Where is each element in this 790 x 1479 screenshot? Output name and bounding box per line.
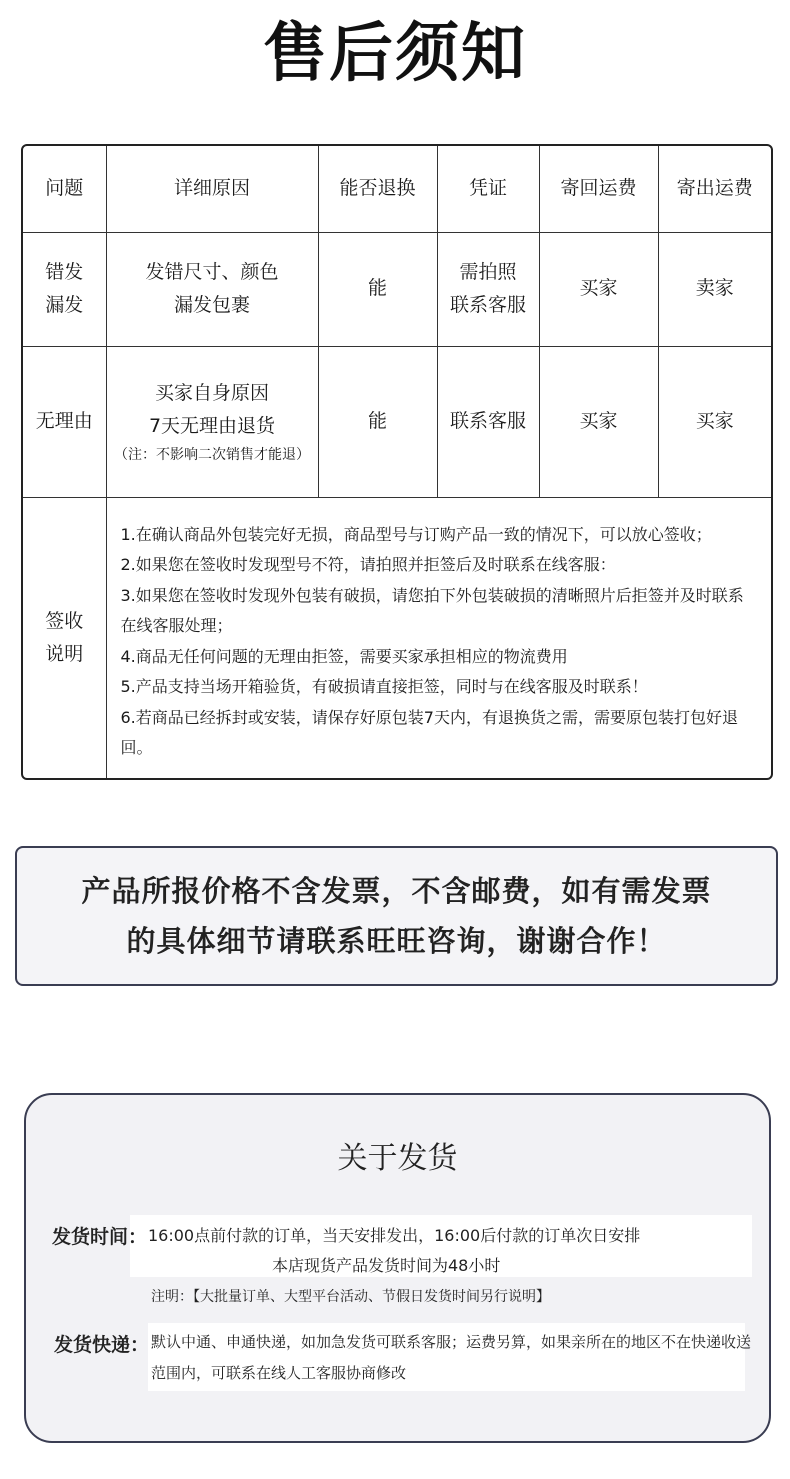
cell-reason	[106, 346, 318, 497]
cell-return-fee: 买家	[539, 346, 658, 497]
notes-content	[106, 497, 771, 778]
reason-line: 漏发包裹	[173, 294, 250, 316]
proof-line: 联系客服	[449, 294, 526, 316]
reason-note: （注：不影响二次销售才能退）	[114, 446, 310, 463]
notes-label-line: 说明	[45, 642, 84, 665]
after-sales-table	[21, 144, 773, 780]
issue-line: 漏发	[45, 294, 84, 316]
price-notice-line: 的具体细节请联系旺旺咨询，谢谢合作！	[126, 924, 667, 958]
cell-returnable: 能	[318, 232, 437, 346]
table-row	[23, 232, 771, 346]
note-item: 4.商品无任何问题的无理由拒签，需要买家承担相应的物流费用	[120, 646, 568, 666]
cell-proof: 联系客服	[437, 346, 539, 497]
header-send-fee: 寄出运费	[658, 146, 771, 232]
shipping-info-box	[24, 1093, 771, 1443]
shipping-time-line: 16:00点前付款的订单，当天安排发出，16:00后付款的订单次日安排	[148, 1226, 641, 1245]
price-notice-line: 产品所报价格不含发票，不含邮费，如有需发票	[81, 874, 712, 908]
table-header-row	[23, 146, 771, 232]
shipping-time-note: 注明：【大批量订单、大型平台活动、节假日发货时间另行说明】	[151, 1289, 550, 1305]
shipping-time-line: 本店现货产品发货时间为48小时	[272, 1256, 501, 1275]
header-proof: 凭证	[437, 146, 539, 232]
header-returnable: 能否退换	[318, 146, 437, 232]
reason-line: 发错尺寸、颜色	[145, 260, 279, 283]
header-reason: 详细原因	[106, 146, 318, 232]
note-item: 6.若商品已经拆封或安装，请保存好原包装7天内，有退换货之需，需要原包装打包好退回。	[120, 707, 738, 758]
cell-returnable: 能	[318, 346, 437, 497]
notes-label-line: 签收	[45, 609, 84, 632]
shipping-express-line: 范围内，可联系在线人工客服协商修改	[151, 1364, 407, 1382]
cell-reason	[106, 232, 318, 346]
shipping-express-line: 默认中通、申通快递，如加急发货可联系客服；运费另算，如果亲所在的地区不在快递收送	[151, 1333, 752, 1351]
note-item: 3.如果您在签收时发现外包装有破损，请您拍下外包装破损的清晰照片后拒签并及时联系在线客服处理；	[120, 585, 744, 636]
proof-line: 需拍照	[459, 260, 517, 283]
reason-line: 买家自身原因	[154, 382, 269, 405]
cell-issue: 无理由	[23, 346, 106, 497]
shipping-time-label: 发货时间：	[52, 1226, 148, 1248]
header-issue: 问题	[23, 146, 106, 232]
note-item: 5.产品支持当场开箱验货，有破损请直接拒签，同时与在线客服及时联系！	[120, 677, 648, 697]
cell-send-fee: 买家	[658, 346, 771, 497]
note-item: 2.如果您在签收时发现型号不符，请拍照并拒签后及时联系在线客服：	[120, 555, 616, 575]
table-row	[23, 346, 771, 497]
cell-proof	[437, 232, 539, 346]
header-return-fee: 寄回运费	[539, 146, 658, 232]
shipping-express-label: 发货快递：	[54, 1334, 150, 1356]
issue-line: 错发	[45, 260, 84, 283]
notes-row	[23, 497, 771, 778]
shipping-title: 关于发货	[337, 1141, 458, 1176]
notes-label	[23, 497, 106, 778]
reason-line: 7天无理由退货	[148, 415, 276, 438]
page-title: 售后须知	[263, 17, 527, 91]
price-notice-box	[15, 846, 778, 986]
note-item: 1.在确认商品外包装完好无损，商品型号与订购产品一致的情况下，可以放心签收；	[120, 524, 712, 544]
cell-send-fee: 卖家	[658, 232, 771, 346]
cell-issue	[23, 232, 106, 346]
cell-return-fee: 买家	[539, 232, 658, 346]
